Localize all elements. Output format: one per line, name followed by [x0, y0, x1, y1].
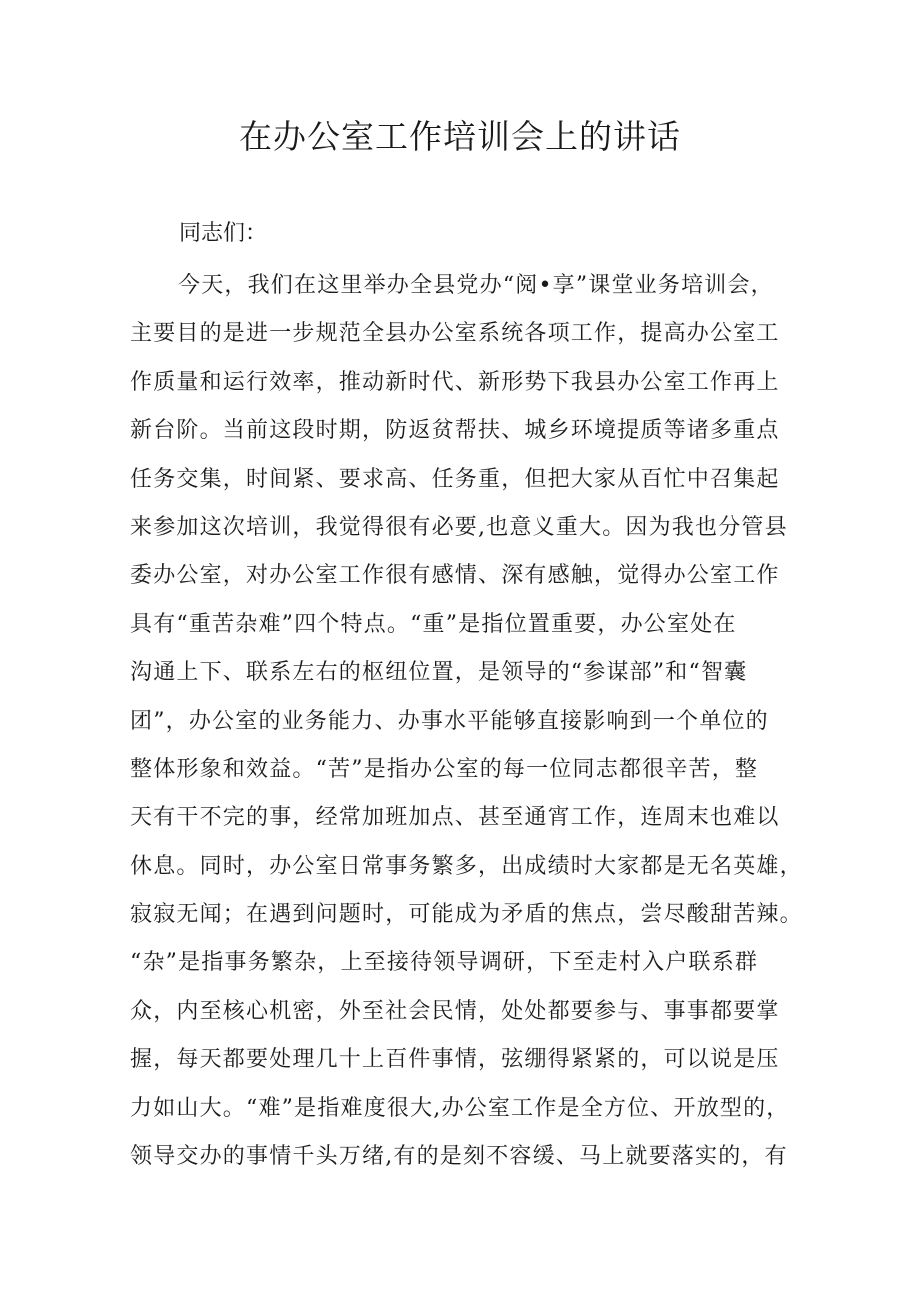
- text-line: 天有干不完的事，经常加班加点、甚至通宵工作，连周末也难以: [130, 805, 780, 831]
- text-line: 新台阶。当前这段时期，防返贫帮扶、城乡环境提质等诸多重点: [130, 418, 780, 444]
- text-line: 今天，我们在这里举办全县党办“阅•享”课堂业务培训会，: [178, 273, 774, 298]
- text-line: 团”，办公室的业务能力、办事水平能够直接影响到一个单位的: [130, 708, 769, 734]
- text-line: 任务交集，时间紧、要求高、任务重，但把大家从百忙中召集起: [130, 466, 780, 492]
- text-line: 握，每天都要处理几十上百件事情，弦绷得紧紧的，可以说是压: [130, 1047, 780, 1073]
- salutation: 同志们：: [179, 221, 268, 246]
- text-line: “杂”是指事务繁杂，上至接待领导调研，下至走村入户联系群: [130, 950, 759, 976]
- text-line: 寂寂无闻；在遇到问题时，可能成为矛盾的焦点，尝尽酸甜苦辣。: [130, 902, 803, 928]
- text-line: 委办公室，对办公室工作很有感情、深有感触，觉得办公室工作: [130, 563, 780, 589]
- document-title: 在办公室工作培训会上的讲话: [239, 117, 681, 156]
- text-line: 力如山大。“难”是指难度很大,办公室工作是全方位、开放型的，: [130, 1095, 790, 1121]
- text-line: 具有“重苦杂难”四个特点。“重”是指位置重要，办公室处在: [130, 611, 737, 637]
- text-line: 整体形象和效益。“苦”是指办公室的每一位同志都很辛苦，整: [130, 756, 759, 782]
- text-line: 主要目的是进一步规范全县办公室系统各项工作，提高办公室工: [130, 321, 780, 347]
- text-line: 作质量和运行效率，推动新时代、新形势下我县办公室工作再上: [130, 369, 780, 395]
- speech-paragraph: [130, 262, 810, 1181]
- text-line: 沟通上下、联系左右的枢纽位置，是领导的“参谋部”和“智囊: [130, 660, 748, 686]
- text-line: 众，内至核心机密，外至社会民情，处处都要参与、事事都要掌: [130, 998, 780, 1024]
- text-line: 休息。同时，办公室日常事务繁多，出成绩时大家都是无名英雄，: [130, 853, 803, 879]
- text-line: 来参加这次培训，我觉得很有必要,也意义重大。因为我也分管县: [130, 514, 788, 540]
- text-line: 领导交办的事情千头万绪,有的是刻不容缓、马上就要落实的，有: [130, 1144, 788, 1170]
